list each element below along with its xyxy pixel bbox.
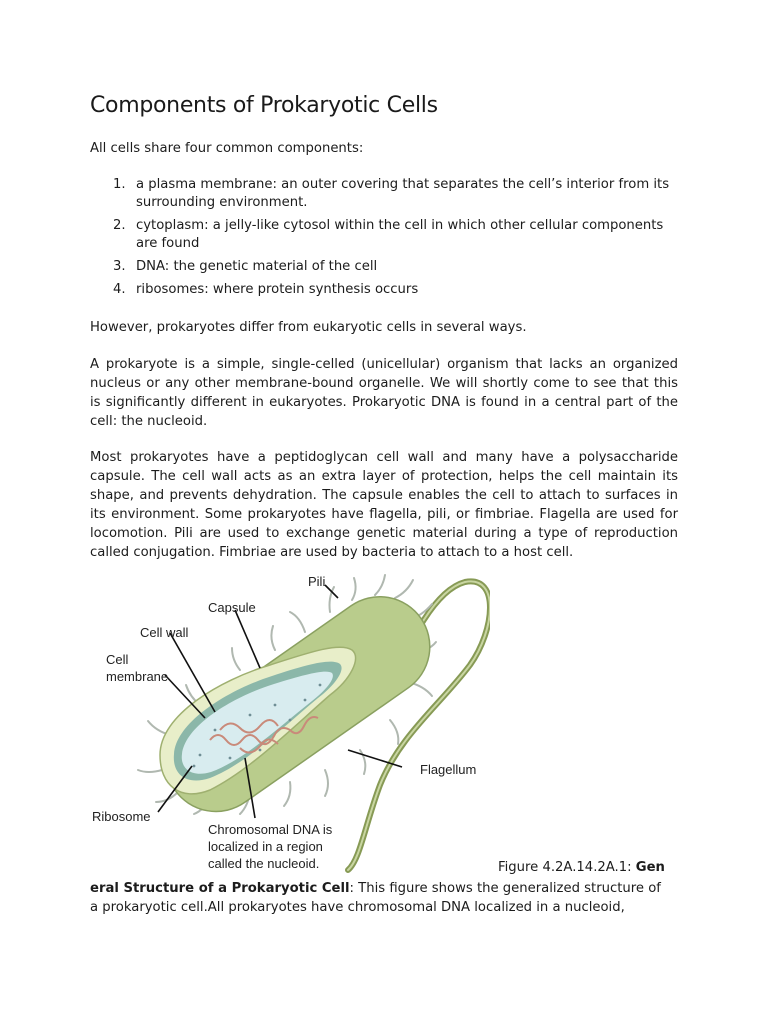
page-title: Components of Prokaryotic Cells bbox=[90, 93, 438, 118]
intro-paragraph: All cells share four common components: bbox=[90, 141, 364, 156]
label-cell-membrane-1: Cell bbox=[106, 652, 129, 667]
label-ribosome: Ribosome bbox=[92, 809, 151, 824]
list-item: 4. ribosomes: where protein synthesis occurs bbox=[113, 282, 419, 297]
list-item: 3. DNA: the genetic material of the cell bbox=[113, 259, 378, 274]
prokaryote-paragraph: A prokaryote is a simple, single-celled (unicellular) organism that lacks an organized nucleus or any other membrane-bound organelle. We will shortly come to see that this is significantly different in eukaryotes. Prokaryotic DNA is found in a central part of the cell: the nucleoid. bbox=[90, 357, 678, 429]
label-dna-3: called the nucleoid. bbox=[208, 856, 320, 871]
differ-paragraph: However, prokaryotes differ from eukaryotic cells in several ways. bbox=[90, 320, 527, 335]
label-cell-membrane-2: membrane bbox=[106, 669, 169, 684]
label-flagellum: Flagellum bbox=[420, 762, 477, 777]
label-dna-2: localized in a region bbox=[208, 839, 323, 854]
label-capsule: Capsule bbox=[208, 600, 256, 615]
label-cell-wall: Cell wall bbox=[140, 625, 189, 640]
list-item: 2. cytoplasm: a jelly-like cytosol within the cell in which other cellular components are found bbox=[113, 218, 664, 251]
caption-line-2: eral Structure of a Prokaryotic Cell: This figure shows the generalized structure of bbox=[90, 881, 661, 896]
prokaryotic-cell-diagram bbox=[90, 570, 490, 875]
label-pili: Pili bbox=[308, 574, 326, 589]
components-list bbox=[90, 176, 678, 304]
cell-wall-paragraph: Most prokaryotes have a peptidoglycan cell wall and many have a polysaccharide capsule. The cell wall acts as an extra layer of protection, helps the cell maintain its shape, and prevents dehydration. The capsule enables the cell to attach to surfaces in its environment. Some prokaryotes have flagella, pili, or fimbriae. Flagella are used for locomotion. Pili are used to exchange genetic material during a type of reproduction called conjugation. Fimbriae are used by bacteria to attach to a host cell. bbox=[90, 450, 678, 560]
list-item: 1. a plasma membrane: an outer covering that separates the cell’s interior from its surrounding environment. bbox=[113, 177, 670, 210]
caption-line-1: Figure 4.2A.14.2A.1: Gen bbox=[498, 860, 665, 875]
caption-line-3: a prokaryotic cell.All prokaryotes have chromosomal DNA localized in a nucleoid, bbox=[90, 900, 625, 915]
label-dna-1: Chromosomal DNA is bbox=[208, 822, 333, 837]
